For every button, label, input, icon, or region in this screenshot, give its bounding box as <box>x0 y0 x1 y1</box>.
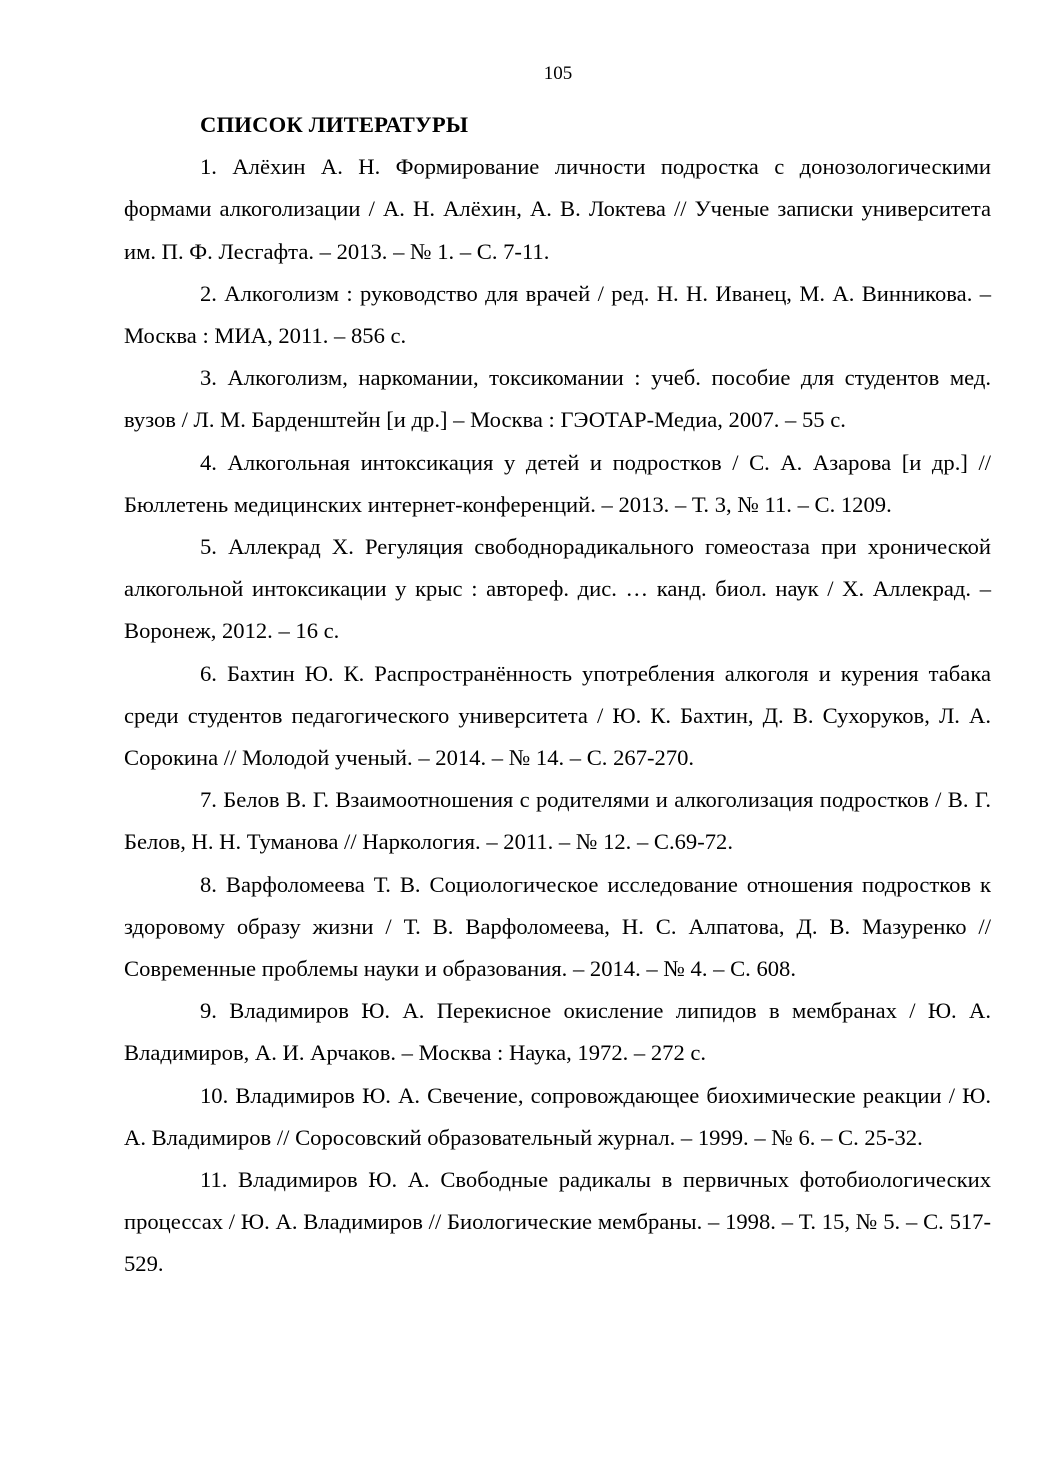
reference-item: 11. Владимиров Ю. А. Свободные радикалы в первичных фотобиологических процессах / Ю. А. Владимиров // Биологические мембраны. – 1998. – Т. 15, № 5. – С. 517-529. <box>124 1167 991 1277</box>
reference-item: 6. Бахтин Ю. К. Распространённость употребления алкоголя и курения табака среди студентов педагогического университета / Ю. К. Бахтин, Д. В. Сухоруков, Л. А. Сорокина // Молодой ученый. – 2014. – № 14. – С. 267-270. <box>124 660 991 771</box>
reference-item: 1. Алёхин А. Н. Формирование личности подростка с донозологическими формами алкоголизации / А. Н. Алёхин, А. В. Локтева // Ученые записки университета им. П. Ф. Лесгафта. – 2013. – № 1. – С. 7-11. <box>124 154 991 264</box>
reference-item: 4. Алкогольная интоксикация у детей и подростков / С. А. Азарова [и др.] // Бюллетень медицинских интернет-конференций. – 2013. – Т. 3, № 11. – С. 1209. <box>124 449 991 517</box>
page-number: 105 <box>543 63 573 84</box>
reference-item: 5. Аллекрад Х. Регуляция свободнорадикального гомеостаза при хронической алкогольной интоксикации у крыс : автореф. дис. … канд. биол. наук / Х. Аллекрад. – Воронеж, 2012. – 16 с. <box>124 534 991 644</box>
page-content <box>124 104 991 1286</box>
reference-item: 9. Владимиров Ю. А. Перекисное окисление липидов в мембранах / Ю. А. Владимиров, А. И. Арчаков. – Москва : Наука, 1972. – 272 с. <box>124 998 991 1066</box>
reference-list <box>124 146 991 1285</box>
reference-item: 10. Владимиров Ю. А. Свечение, сопровождающее биохимические реакции / Ю. А. Владимиров // Соросовский образовательный журнал. – 1999. – № 6. – С. 25-32. <box>124 1082 991 1150</box>
references-heading: СПИСОК ЛИТЕРАТУРЫ <box>200 112 469 137</box>
reference-item: 3. Алкоголизм, наркомании, токсикомании : учеб. пособие для студентов мед. вузов / Л. М. Барденштейн [и др.] – Москва : ГЭОТАР-Медиа, 2007. – 55 с. <box>124 365 991 433</box>
reference-item: 7. Белов В. Г. Взаимоотношения с родителями и алкоголизация подростков / В. Г. Белов, Н. Н. Туманова // Наркология. – 2011. – № 12. – С.69-72. <box>124 787 991 855</box>
reference-item: 2. Алкоголизм : руководство для врачей / ред. Н. Н. Иванец, М. А. Винникова. – Москва : МИА, 2011. – 856 с. <box>124 280 991 349</box>
reference-item: 8. Варфоломеева Т. В. Социологическое исследование отношения подростков к здоровому образу жизни / Т. В. Варфоломеева, Н. С. Алпатова, Д. В. Мазуренко // Современные проблемы науки и образования. – 2014. – № 4. – С. 608. <box>124 871 991 982</box>
